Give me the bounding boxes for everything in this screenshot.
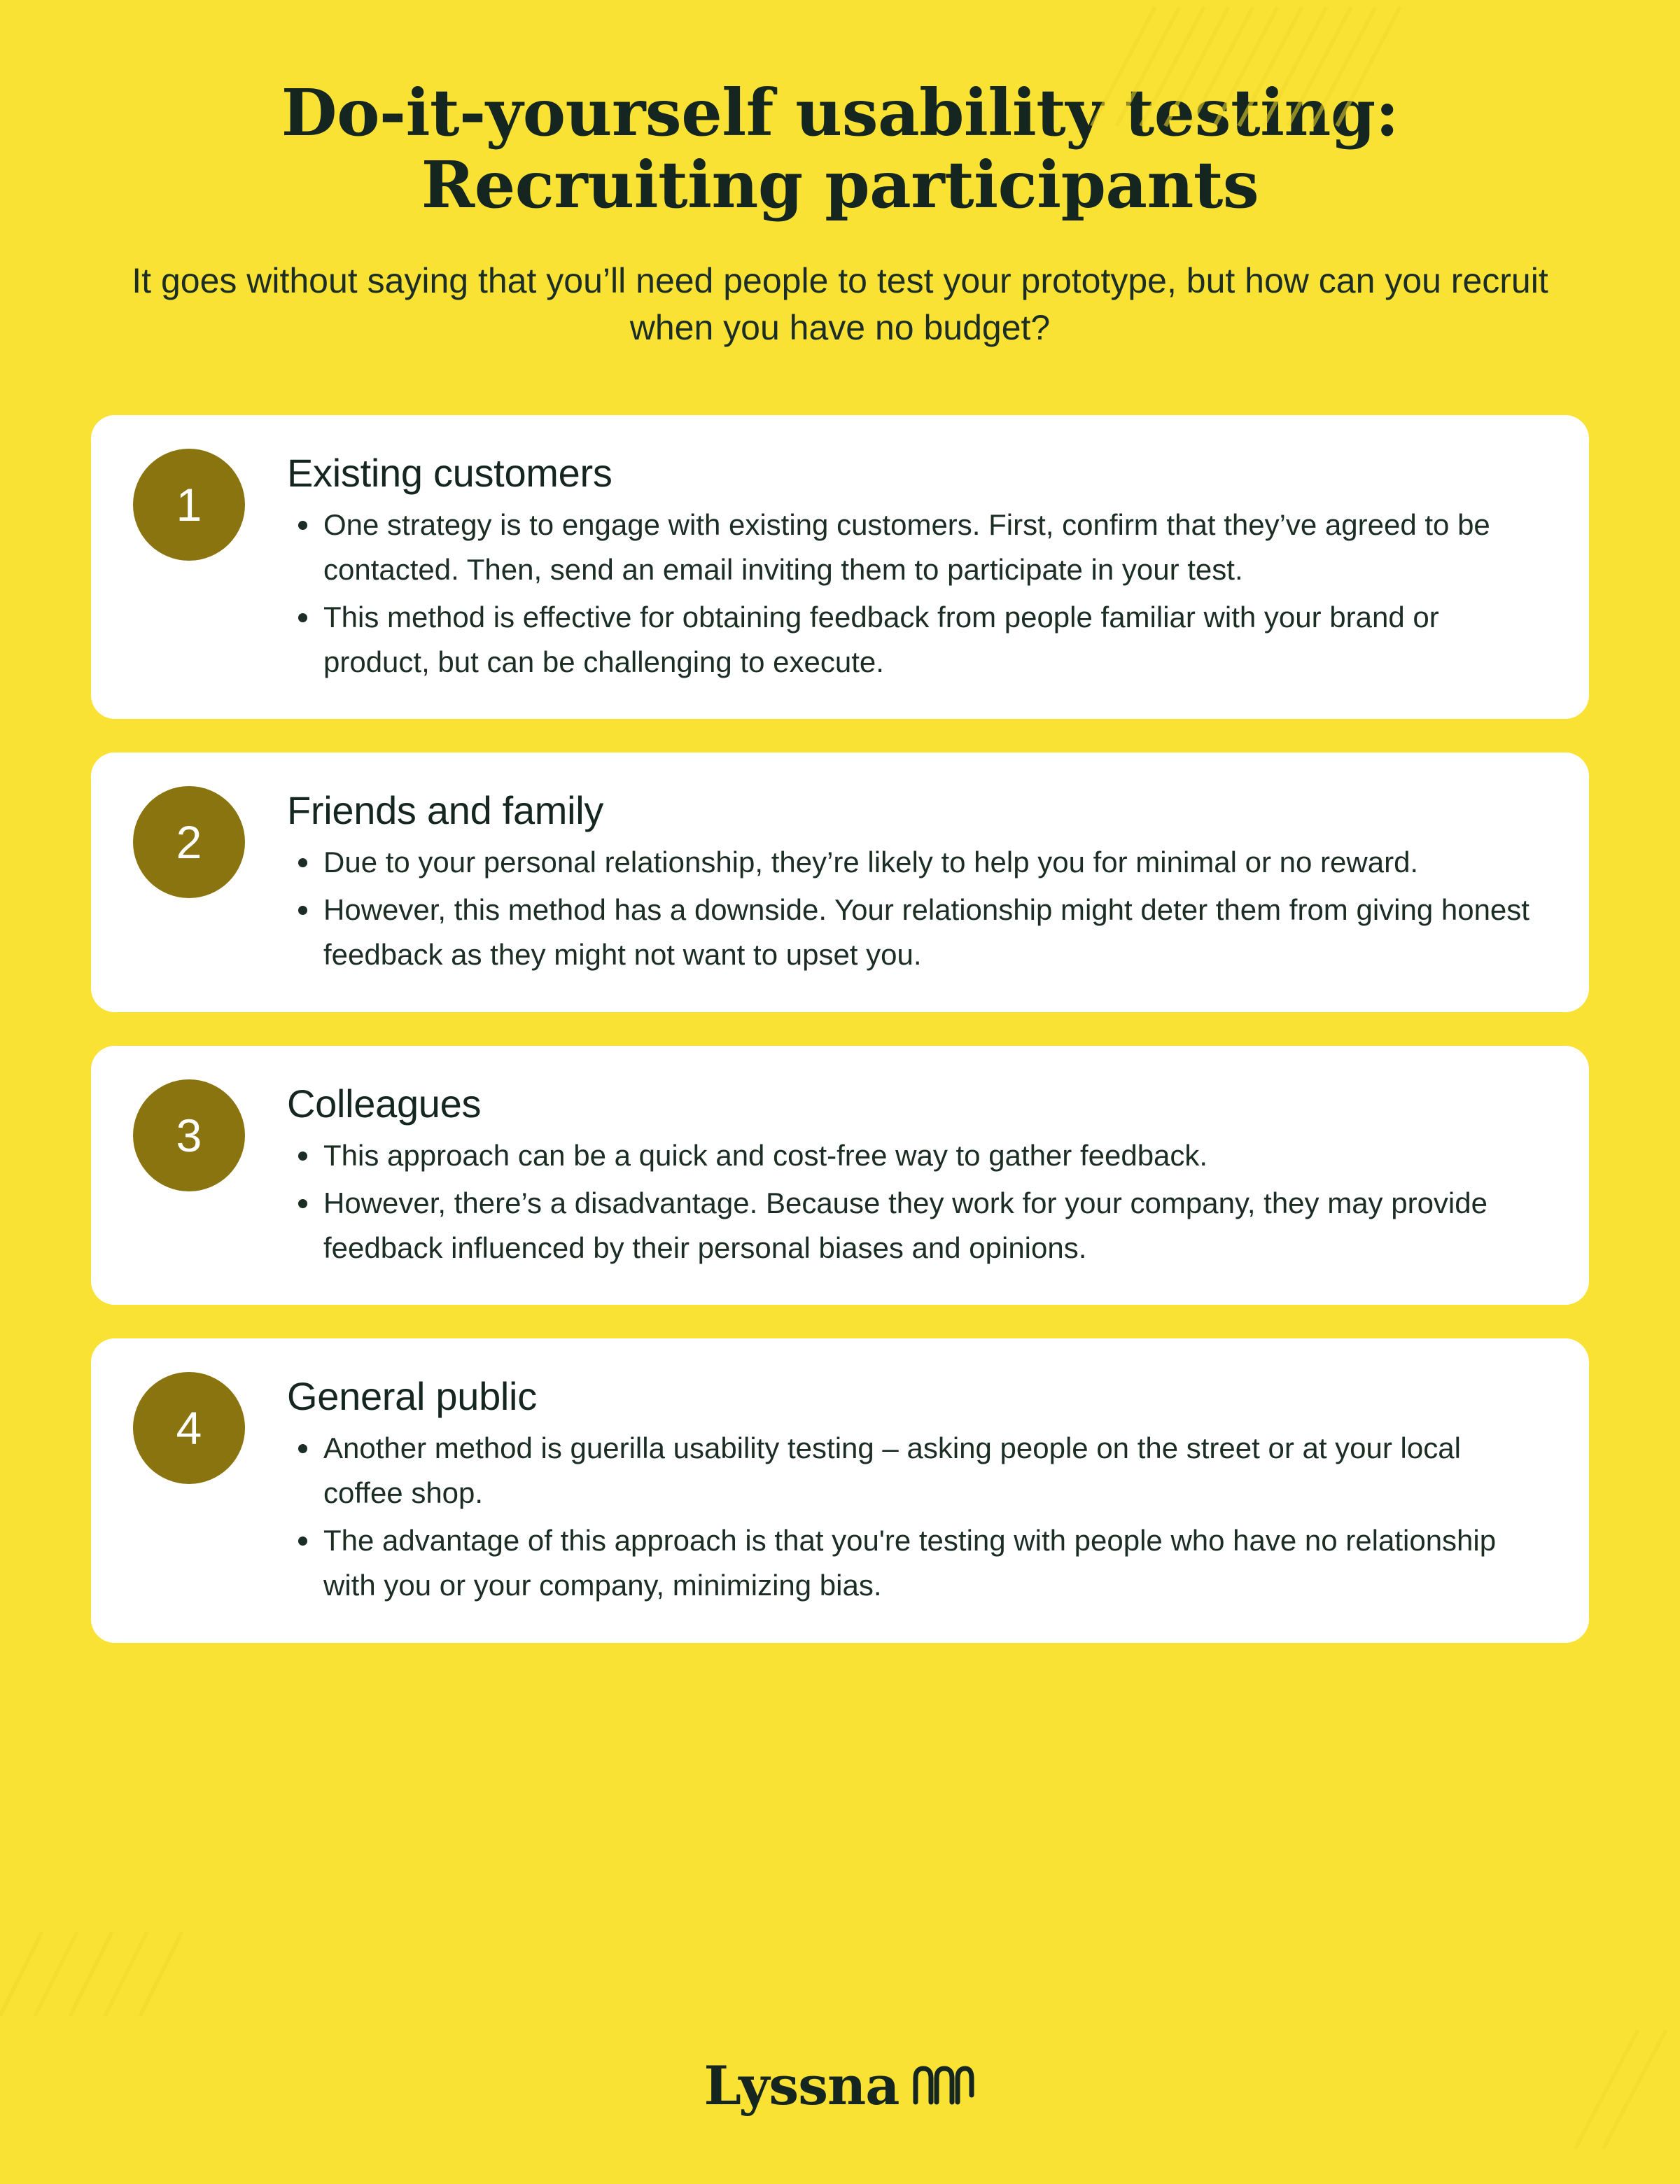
lyssna-squiggle-icon <box>906 2062 976 2110</box>
footer-logo <box>0 2054 1680 2117</box>
list-item: Due to your personal relationship, they’re likely to help you for minimal or no reward. <box>323 840 1547 885</box>
card-number-badge: 4 <box>133 1372 245 1484</box>
page-title <box>91 0 1589 221</box>
list-item: One strategy is to engage with existing customers. First, confirm that they’ve agreed to be contacted. Then, send an email inviting them to participate in your test. <box>323 503 1547 592</box>
list-item: However, there’s a disadvantage. Because they work for your company, they may provide feedback influenced by their personal biases and opinions. <box>323 1181 1547 1270</box>
list-item: The advantage of this approach is that you're testing with people who have no relationship with you or your company, minimizing bias. <box>323 1518 1547 1608</box>
list-item: This approach can be a quick and cost-free way to gather feedback. <box>323 1133 1547 1178</box>
card-friends-and-family <box>91 752 1589 1011</box>
card-existing-customers <box>91 415 1589 719</box>
page-title-line-2: Recruiting participants <box>421 147 1259 223</box>
card-number-badge: 1 <box>133 449 245 561</box>
card-title: Colleagues <box>287 1081 482 1126</box>
card-points <box>287 840 1547 976</box>
card-points <box>287 1133 1547 1270</box>
card-number-badge: 2 <box>133 786 245 898</box>
card-title: Existing customers <box>287 451 612 496</box>
page-title-line-1: Do-it-yourself usability testing: <box>281 75 1399 150</box>
card-general-public <box>91 1338 1589 1642</box>
card-points <box>287 1426 1547 1607</box>
list-item: Another method is guerilla usability testing – asking people on the street or at your local coffee shop. <box>323 1426 1547 1516</box>
list-item: This method is effective for obtaining feedback from people familiar with your brand or product, but can be challenging to execute. <box>323 595 1547 685</box>
list-item: However, this method has a downside. Your relationship might deter them from giving honest feedback as they might not want to upset you. <box>323 888 1547 977</box>
card-colleagues <box>91 1046 1589 1305</box>
brand-name: Lyssna <box>704 2054 899 2117</box>
card-points <box>287 503 1547 684</box>
cards-list <box>91 415 1589 1643</box>
card-number-badge: 3 <box>133 1079 245 1191</box>
card-title: Friends and family <box>287 788 604 833</box>
card-title: General public <box>287 1374 537 1419</box>
page-subtitle: It goes without saying that you’ll need people to test your prototype, but how can you recruit when you have no budget? <box>132 261 1548 347</box>
